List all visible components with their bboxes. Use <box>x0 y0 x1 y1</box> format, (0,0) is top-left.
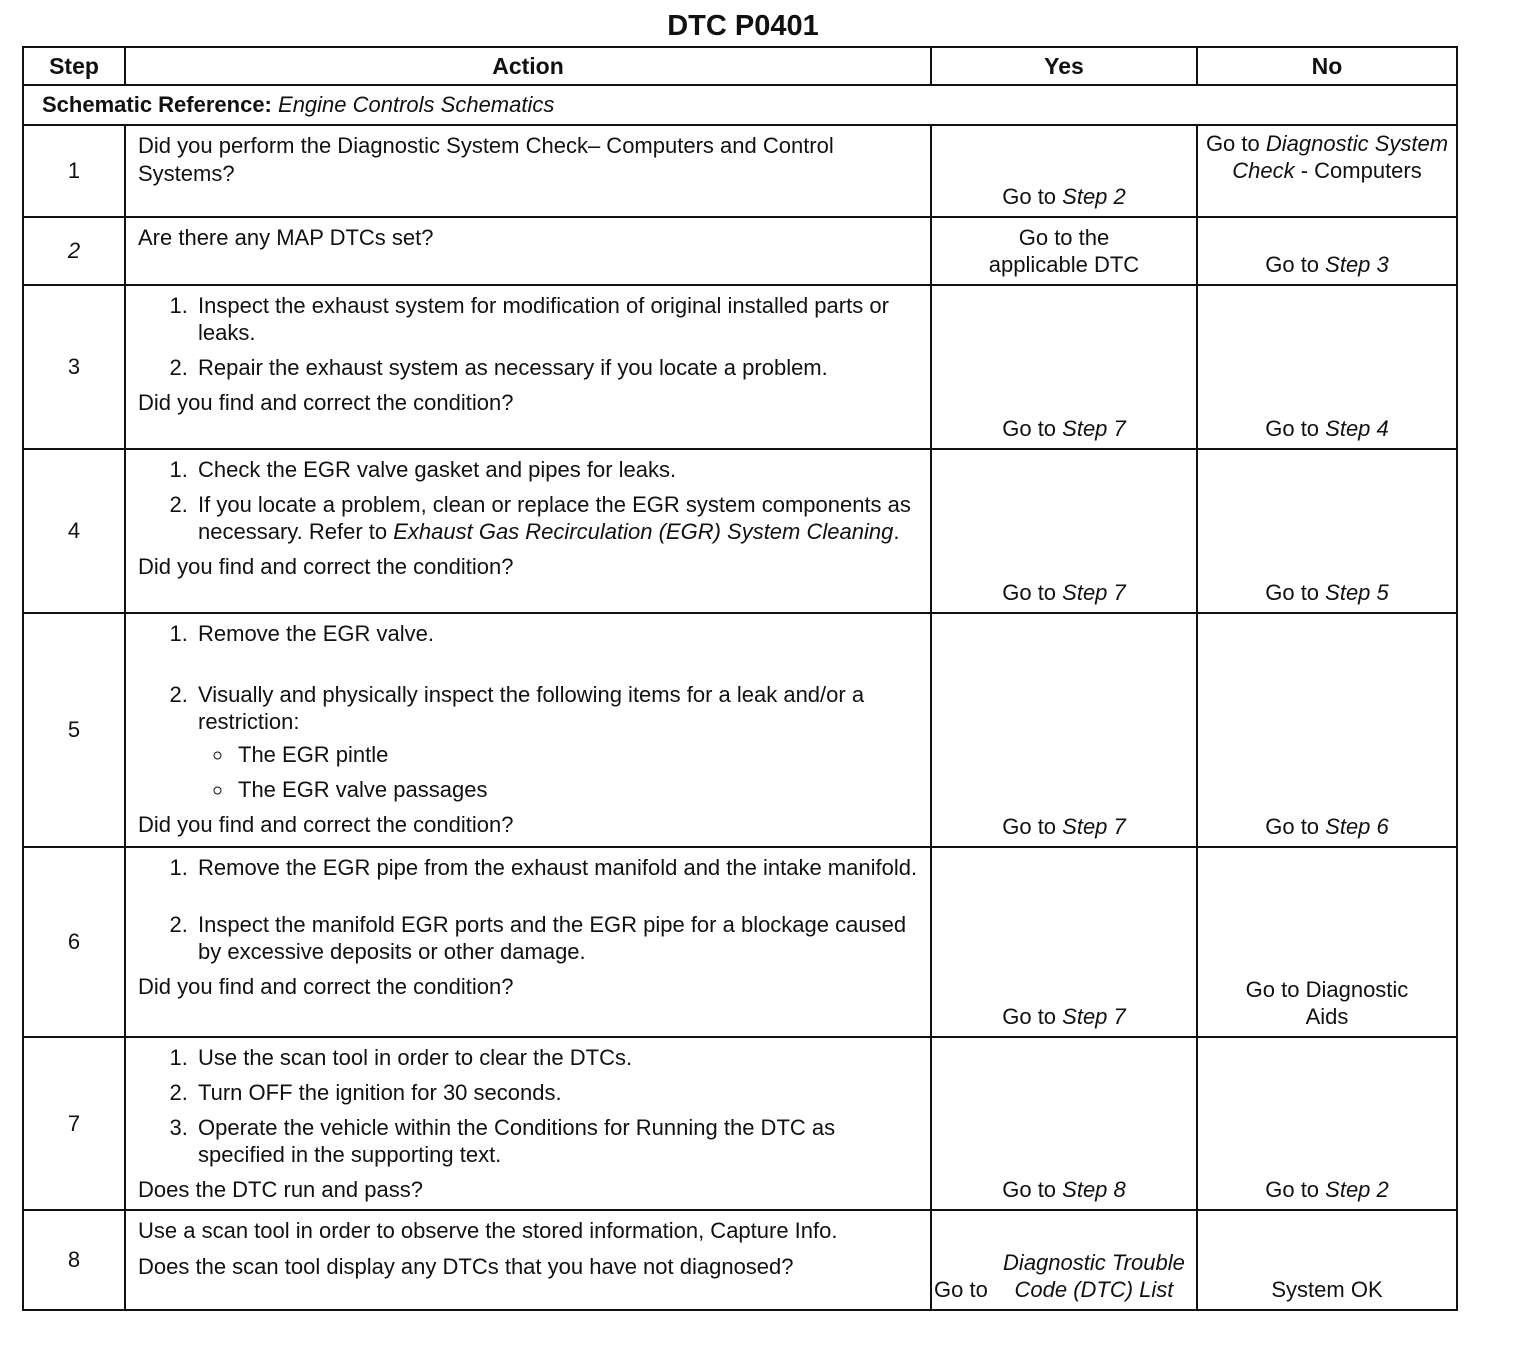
step-question: Does the DTC run and pass? <box>138 1177 423 1202</box>
step-action <box>125 285 931 449</box>
instruction-item: 2. Inspect the manifold EGR ports and the EGR pipe for a blockage caused by excessive deposits or other damage. <box>194 911 918 965</box>
header-yes: Yes <box>931 47 1197 85</box>
step-instruction: Use a scan tool in order to observe the stored information, Capture Info. <box>138 1218 838 1243</box>
no-cell <box>1197 847 1457 1037</box>
instruction-list <box>138 854 918 965</box>
no-link[interactable]: Step 2 <box>1325 1177 1389 1202</box>
yes-cell <box>931 847 1197 1037</box>
yes-prefix: Go to <box>1002 1004 1063 1029</box>
instruction-list <box>138 620 918 803</box>
step-number: 7 <box>23 1037 125 1210</box>
step-action <box>125 1210 931 1310</box>
no-suffix: - Computers <box>1294 158 1422 183</box>
yes-link[interactable]: Step 7 <box>1062 1004 1126 1029</box>
instruction-list <box>138 292 918 381</box>
step-action <box>125 217 931 285</box>
instruction-list <box>138 456 918 545</box>
bullet-item: ◦ The EGR pintle <box>234 741 918 768</box>
no-cell <box>1197 449 1457 613</box>
no-link[interactable]: Step 6 <box>1325 814 1389 839</box>
instruction-suffix: . <box>893 519 900 544</box>
no-cell <box>1197 1037 1457 1210</box>
step-number: 5 <box>23 613 125 847</box>
yes-prefix: Go to <box>1002 1177 1063 1202</box>
no-link[interactable]: Step 3 <box>1325 252 1389 277</box>
yes-link[interactable]: Step 7 <box>1062 416 1126 441</box>
header-no: No <box>1197 47 1457 85</box>
step-row-7 <box>23 1037 1457 1210</box>
reference-link[interactable]: Exhaust Gas Recirculation (EGR) System Cleaning <box>393 519 894 544</box>
instruction-item <box>194 491 918 545</box>
yes-cell <box>931 285 1197 449</box>
yes-prefix: Go to <box>1002 580 1063 605</box>
schematic-label: Schematic Reference: <box>42 92 272 117</box>
schematic-link[interactable]: Engine Controls Schematics <box>278 92 555 117</box>
yes-cell <box>931 217 1197 285</box>
no-prefix: Go to <box>1205 131 1266 156</box>
yes-link[interactable]: Step 7 <box>1062 580 1126 605</box>
header-action: Action <box>125 47 931 85</box>
no-prefix: Go to <box>1265 416 1326 441</box>
instruction-item: 1. Inspect the exhaust system for modification of original installed parts or leaks. <box>194 292 918 346</box>
yes-cell <box>931 1037 1197 1210</box>
yes-link[interactable]: Diagnostic Trouble Code (DTC) List <box>1003 1250 1185 1302</box>
step-question: Did you find and correct the condition? <box>138 812 514 837</box>
yes-prefix: Go to <box>934 1277 994 1302</box>
no-cell <box>1197 1210 1457 1310</box>
no-prefix: Go to <box>1265 814 1326 839</box>
step-row-6 <box>23 847 1457 1037</box>
instruction-item: 1. Use the scan tool in order to clear the DTCs. <box>194 1044 918 1071</box>
step-action <box>125 1037 931 1210</box>
step-row-2 <box>23 217 1457 285</box>
bullet-list <box>198 741 918 803</box>
no-text[interactable]: Go to Diagnostic Aids <box>1245 977 1409 1029</box>
step-question: Did you perform the Diagnostic System Check– Computers and Control Systems? <box>138 133 834 186</box>
instruction-text: Visually and physically inspect the following items for a leak and/or a restriction: <box>198 682 865 734</box>
no-cell <box>1197 125 1457 217</box>
instruction-item: 1. Check the EGR valve gasket and pipes for leaks. <box>194 456 918 483</box>
yes-cell <box>931 125 1197 217</box>
yes-text[interactable]: Go to the applicable DTC <box>988 225 1140 277</box>
yes-link[interactable]: Step 7 <box>1062 814 1126 839</box>
step-row-5 <box>23 613 1457 847</box>
step-row-3 <box>23 285 1457 449</box>
yes-prefix: Go to <box>1002 184 1063 209</box>
yes-cell <box>931 449 1197 613</box>
yes-cell <box>931 613 1197 847</box>
step-row-8 <box>23 1210 1457 1310</box>
yes-prefix: Go to <box>1002 416 1063 441</box>
schematic-row <box>23 85 1457 125</box>
instruction-list <box>138 1044 918 1168</box>
no-link[interactable]: Diagnostic System Check <box>1232 131 1449 183</box>
step-number: 3 <box>23 285 125 449</box>
page-title: DTC P0401 <box>667 10 819 42</box>
step-action <box>125 847 931 1037</box>
no-link[interactable]: Step 5 <box>1325 580 1389 605</box>
step-number: 8 <box>23 1210 125 1310</box>
no-prefix: Go to <box>1265 580 1326 605</box>
step-question: Did you find and correct the condition? <box>138 974 514 999</box>
no-cell <box>1197 613 1457 847</box>
diagnostic-table <box>22 46 1458 1311</box>
yes-prefix: Go to <box>1002 814 1063 839</box>
step-question: Did you find and correct the condition? <box>138 390 514 415</box>
instruction-item: 1. Remove the EGR valve. <box>194 620 918 647</box>
step-question: Did you find and correct the condition? <box>138 554 514 579</box>
step-number: 6 <box>23 847 125 1037</box>
instruction-item: 2. Turn OFF the ignition for 30 seconds. <box>194 1079 918 1106</box>
step-number: 1 <box>23 125 125 217</box>
instruction-item <box>194 681 918 803</box>
yes-link[interactable]: Step 2 <box>1062 184 1126 209</box>
step-question: Does the scan tool display any DTCs that you have not diagnosed? <box>138 1254 794 1279</box>
step-number: 2 <box>23 217 125 285</box>
instruction-item: 3. Operate the vehicle within the Conditions for Running the DTC as specified in the supporting text. <box>194 1114 918 1168</box>
step-row-4 <box>23 449 1457 613</box>
no-prefix: Go to <box>1265 1177 1326 1202</box>
no-prefix: Go to <box>1265 252 1326 277</box>
no-text[interactable]: System OK <box>1271 1277 1383 1302</box>
header-step: Step <box>23 47 125 85</box>
instruction-item: 2. Repair the exhaust system as necessary if you locate a problem. <box>194 354 918 381</box>
schematic-reference <box>23 85 1457 125</box>
step-row-1 <box>23 125 1457 217</box>
no-cell <box>1197 217 1457 285</box>
instruction-text: If you locate a problem, clean or replace the EGR system components as necessary. Refer to <box>198 492 911 544</box>
step-number: 4 <box>23 449 125 613</box>
no-link[interactable]: Step 4 <box>1325 416 1389 441</box>
step-question: Are there any MAP DTCs set? <box>138 225 434 250</box>
yes-cell <box>931 1210 1197 1310</box>
yes-link[interactable]: Step 8 <box>1062 1177 1126 1202</box>
header-row <box>23 47 1457 85</box>
bullet-item: ◦ The EGR valve passages <box>234 776 918 803</box>
instruction-item: 1. Remove the EGR pipe from the exhaust manifold and the intake manifold. <box>194 854 918 881</box>
no-cell <box>1197 285 1457 449</box>
step-action <box>125 125 931 217</box>
step-action <box>125 613 931 847</box>
step-action <box>125 449 931 613</box>
